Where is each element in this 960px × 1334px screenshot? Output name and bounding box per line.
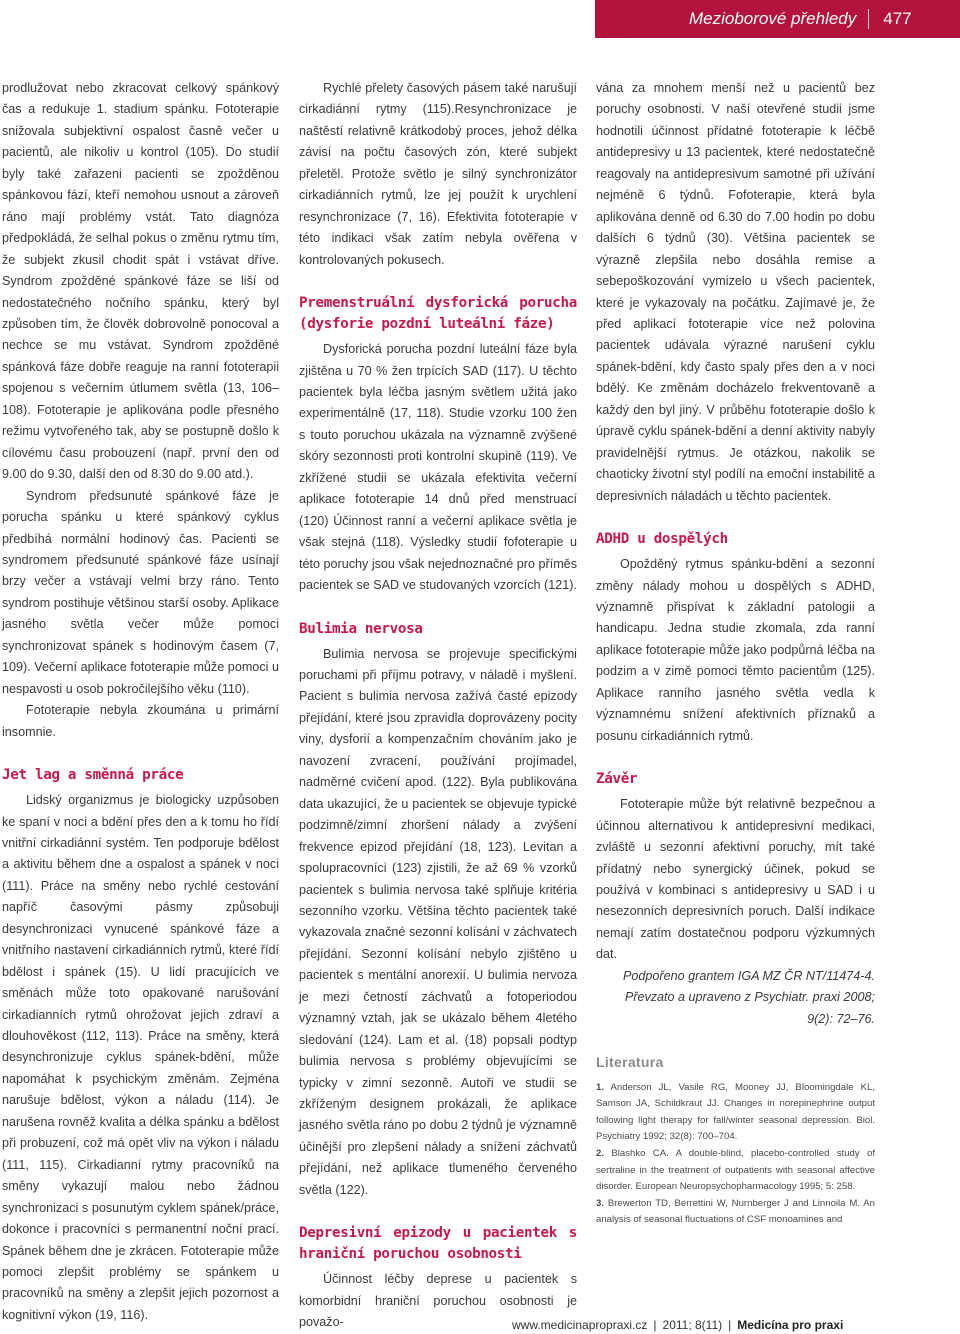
paragraph: Lidský organizmus je biologicky uzpůsoben ke spaní v noci a bdění přes den a k tomu ho řídí vnitřní cirkadiánní systém. Ten podporuje bdělost a aktivitu během dne a ospalost a spánek v noci (111). Práce na směny nebo rychlé cestování napříč časovými pásmy způsobuji desynchronizaci vynucené spánkové fáze a vnitřního nastavení cirkadiánních rytmů, které řídí bdělost i spánek (15). U lidí pracujících ve směnách může toto opakované narušování cirkadianních rytmů ohrožovat jejich zdraví a dlouhověkost (112, 113). Práce na směny, která desynchronizuje cyklus spánek-bdění, může napomáhat k psychickým změnám. Zejména narušuje bdělost, výkon a náladu (114). Je narušena rovněž kvalita a délka spánku a bdělost při probuzení, což má opět vliv na výkon i náladu (111, 115). Cirkadianní rytmy pracovníků na směny vykazují malou nebo žádnou synchronizaci s posunutým cyklem spánek/práce, dokonce i pracovníci s permanentní noční prací. Spánek během dne je zkrácen. Fototerapie může pomoci zlepšit problémy se spánkem u pracovníků na směny a zlepšit jejich pozornost a kognitivní výkon (19, 116). <box>2 793 279 1322</box>
reference-item <box>596 1080 875 1146</box>
paragraph: Bulimia nervosa se projevuje specifickými poruchami při příjmu potravy, v náladě i myšlení. Pacient s bulimia nervosa zažívá časté epizody přejídání, které jsou zpravidla doprovázeny pocity viny, dysforií a kompenzačním chováním jako je navození zvracení, používání projímadel, nadměrné cvičení apod. (122). Byla publikována data ukazující, že u pacientek se objevuje typické podzimně/zimní zhoršení nálady a zvýšení frekvence epizod přejídání (18, 123). Levitan a spolupracovníci (123) zjistili, že až 69 % vzorků pacientek s bulimia nervosa také splňuje kritéria sezonního vzorku. Většina těchto pacientek také vykazovala značné sezonní kolísání v záchvatech přejídání. Sezonní kolísání nebylo zjištěno u pacientek s mentální anorexií. U bulimia nervoza je mezi četností záchvatů a fotoperiodou významný vztah, jak se ukázalo během 4letého sledování (124). Lam et al. (18) popsali podtyp bulimia nervosa s problémy objevujícími se typicky v zimní sezonně. Autoři ve studii se zkříženým designem prokázali, že aplikace jasného světla ráno po dobu 2 týdnů je významně účinější pro zlepšení nálady a snížení záchvatů přejídání, než aplikace tlumeného červeného světla (122). <box>299 646 577 1197</box>
section-title: Mezioborové přehledy <box>689 9 857 28</box>
section-heading-bulimia: Bulimia nervosa <box>299 620 423 637</box>
paragraph: Fototerapie může být relativně bezpečnou a účinnou alternativou k antidepresivní medikaci, zvláště u sezonní afektivní poruchy, mít také přídatný nebo synergický účinek, pokud se používá v kombinaci s antidepresivy u SAD i u nesezonních depresivních poruch. Další indikace nemají zatím dostatečnou podporu výzkumných dat. <box>596 797 875 962</box>
reference-text: Anderson JL, Vasile RG, Mooney JJ, Bloomingdale KL, Samson JA, Schildkraut JJ. Changes in norepinephrine output following light therapy for fall/winter seasonal depression. Biol. Psychiatry 1992; 32(8): 700–704. <box>596 1081 875 1143</box>
paragraph: Dysforická porucha pozdní luteální fáze byla zjištěna u 70 % žen trpících SAD (117). U těchto pacientek byla léčba jasným světlem užitá jako experimentálně (17, 118). Studie vzorku 100 žen s touto poruchou ukázala na významně zvýšené skóry sezonnosti proti kontrolní skupině (119). Ve zkřížené studii se ukázala efektivita večerní aplikace fototerapie 14 dnů před menstruací (120) Účinnost ranní a večerní aplikace světla je však stejná (118). Výsledky studií fofoterapie u této poruchy jsou však nejednoznačné pro příměs pacientek se SAD ve studovaných vzorcích (121). <box>299 342 577 593</box>
grant-note: Podpořeno grantem IGA MZ ČR NT/11474-4. <box>623 968 875 983</box>
footer-url[interactable]: www.medicinapropraxi.cz <box>512 1317 648 1332</box>
paragraph: Opožděný rytmus spánku-bdění a sezonní změny nálady mohou u dospělých s ADHD, významně přispívat k základní patologii a handicapu. Jedna studie zkomala, zda ranní aplikace fototerapie může jako podpůrná léčba na podzim a v zimě pomoci těmto pacientům (125). Aplikace ranního jasného světla vedla k významnému snížení afektivních příznaků a posunu cirkadiánních rytmů. <box>596 557 875 743</box>
paragraph: vána za mnohem menší než u pacientů bez poruchy osobnosti. V naší otevřené studii jsme hodnotili účinnost přídatné fototerapie k léčbě antidepresivy u 13 pacientek, které nedostatečně reagovaly na antidepresivum samotné při užívání nejméně 6 týdnů. Fofoterapie, která byla aplikována denně od 6.30 do 7.00 hodin po dobu dalších 6 týdnů (30). Většina pacientek se výrazně zlepšila nebo dosáhla remise a sebepoškozování vymizelo u všech pacientek, které je vykazovaly na počátku. Zajímavé je, že před aplikací fototerapie více než polovina pacientek udávala výrazné narušení cyklu spánek-bdění, kdy často spaly přes den a v noci bdělý. Ke změnám docházelo frekventovaně a každý den byl jiný. V průběhu fototerapie došlo k úpravě cyklu spánek-bdění a denní aktivity nabyly pravidelnější rytmus. Je otázkou, nakolik se chaoticky životní styl podílí na emoční instabilitě a depresivních náladách u těchto pacientek. <box>596 81 875 503</box>
paragraph: prodlužovat nebo zkracovat celkový spánkový čas a redukuje 1. stadium spánku. Fototerapie snižovala subjektivní ospalost časně večer u pacientů, ale nikoliv u kontrol (105). Do studií byly také zařazeni pacienti se zpožděnou spánkovou fází, kteří nemohou usnout a zároveň ráno mají problémy vstát. Tato diagnóza předpokládá, že selhal pokus o změnu rytmu tím, že subjekt zkusil chodit spát i vstávat dříve. Syndrom zpožděné spánkové fáze se liší od nedostatečného nočního spánku, který byl způsoben tím, že člověk dobrovolně ponocoval a nechce se mu vstávat. Syndrom zpožděné spánková fáze dobře reaguje na ranní fototerapii spojenou s večerním útlumem světla (13, 106–108). Fototerapie je aplikována podle přesného režimu vytvořeného tak, aby se postupně došlo k cílovému času probouzení (např. první den od 9.00 do 9.30, další den od 8.30 do 9.00 atd.). <box>2 81 279 482</box>
paragraph: Syndrom předsunuté spánkové fáze je poruchа spánku u které spánkový cyklus předbíhá normální hodinový čas. Pacienti se syndromem předsunuté spánkové fáze usínají brzy večer a vstávají velmi brzy ráno. Tento syndrom postihuje většinou starší osoby. Aplikace jasného světla večer může pomoci synchronizovat spánek s hodinovým časem (7, 109). Večerní aplikace fototerapie může pomoci u nespavosti u osob pokročilejšího věku (110). <box>2 488 279 696</box>
reference-text: Blashko CA. A double-blind, placebo-controlled study of sertraline in the treatment of outpatients with seasonal affective disorder. European Neuropsychopharmacology 1995; 5: 258. <box>596 1147 875 1193</box>
reference-number: 2. <box>596 1147 605 1159</box>
page-number: 477 <box>883 9 912 28</box>
reference-number: 1. <box>596 1081 605 1093</box>
section-heading-jetlag: Jet lag a směnná práce <box>2 767 184 784</box>
column-1 <box>2 78 279 1326</box>
footer-citation: 2011; 8(11) <box>662 1317 723 1332</box>
header-band <box>595 0 960 38</box>
section-heading-bpd: Depresivní epizody u pacientek s hraniční poruchou osobnosti <box>299 1225 577 1263</box>
column-2 <box>299 78 577 1334</box>
source-note: Převzato a upraveno z Psychiatr. praxi 2008; 9(2): 72–76. <box>624 990 875 1026</box>
section-heading-pmdd: Premenstruální dysforická porucha (dysforie pozdní luteální fáze) <box>299 295 577 333</box>
section-heading-adhd: ADHD u dospělých <box>596 531 728 548</box>
reference-list <box>596 1080 875 1229</box>
literature-heading: Literatura <box>596 1054 664 1071</box>
footer-separator: | <box>653 1317 657 1332</box>
reference-text: Brewerton TD, Berrettini W, Nurnberger J and Linnoila M. An analysis of seasonal fluctuations of CSF monoamines and <box>596 1197 875 1226</box>
paragraph: Rychlé přelety časových pásem také narušují cirkadiánní rytmy (115).Resynchronizace je naštěstí relativně krátkodobý proces, jehož délka závisí na počtu časových zón, které subjekt přeletěl. Protože světlo je silný synchronizátor cirkadiánních rytmů, lze jej použít k urychlení resynchronizace (7, 16). Efektivita fototerapie v této indikaci však zatím nebyla ověřena v kontrolovaných pokusech. <box>299 81 577 267</box>
header-divider <box>868 9 869 29</box>
footer-journal: Medicína pro praxi <box>737 1317 844 1332</box>
reference-item <box>596 1196 875 1229</box>
column-3 <box>596 78 875 1229</box>
reference-item <box>596 1146 875 1196</box>
footer-separator: | <box>728 1317 732 1332</box>
paragraph: Účinnost léčby deprese u pacientek s komorbidní hraniční poruchou osobnosti je považo- <box>299 1272 577 1330</box>
footer <box>512 1317 843 1332</box>
paragraph: Fototerapie nebyla zkoumána u primární insomnie. <box>2 703 279 739</box>
section-heading-conclusion: Závěr <box>596 771 638 788</box>
reference-number: 3. <box>596 1197 605 1209</box>
